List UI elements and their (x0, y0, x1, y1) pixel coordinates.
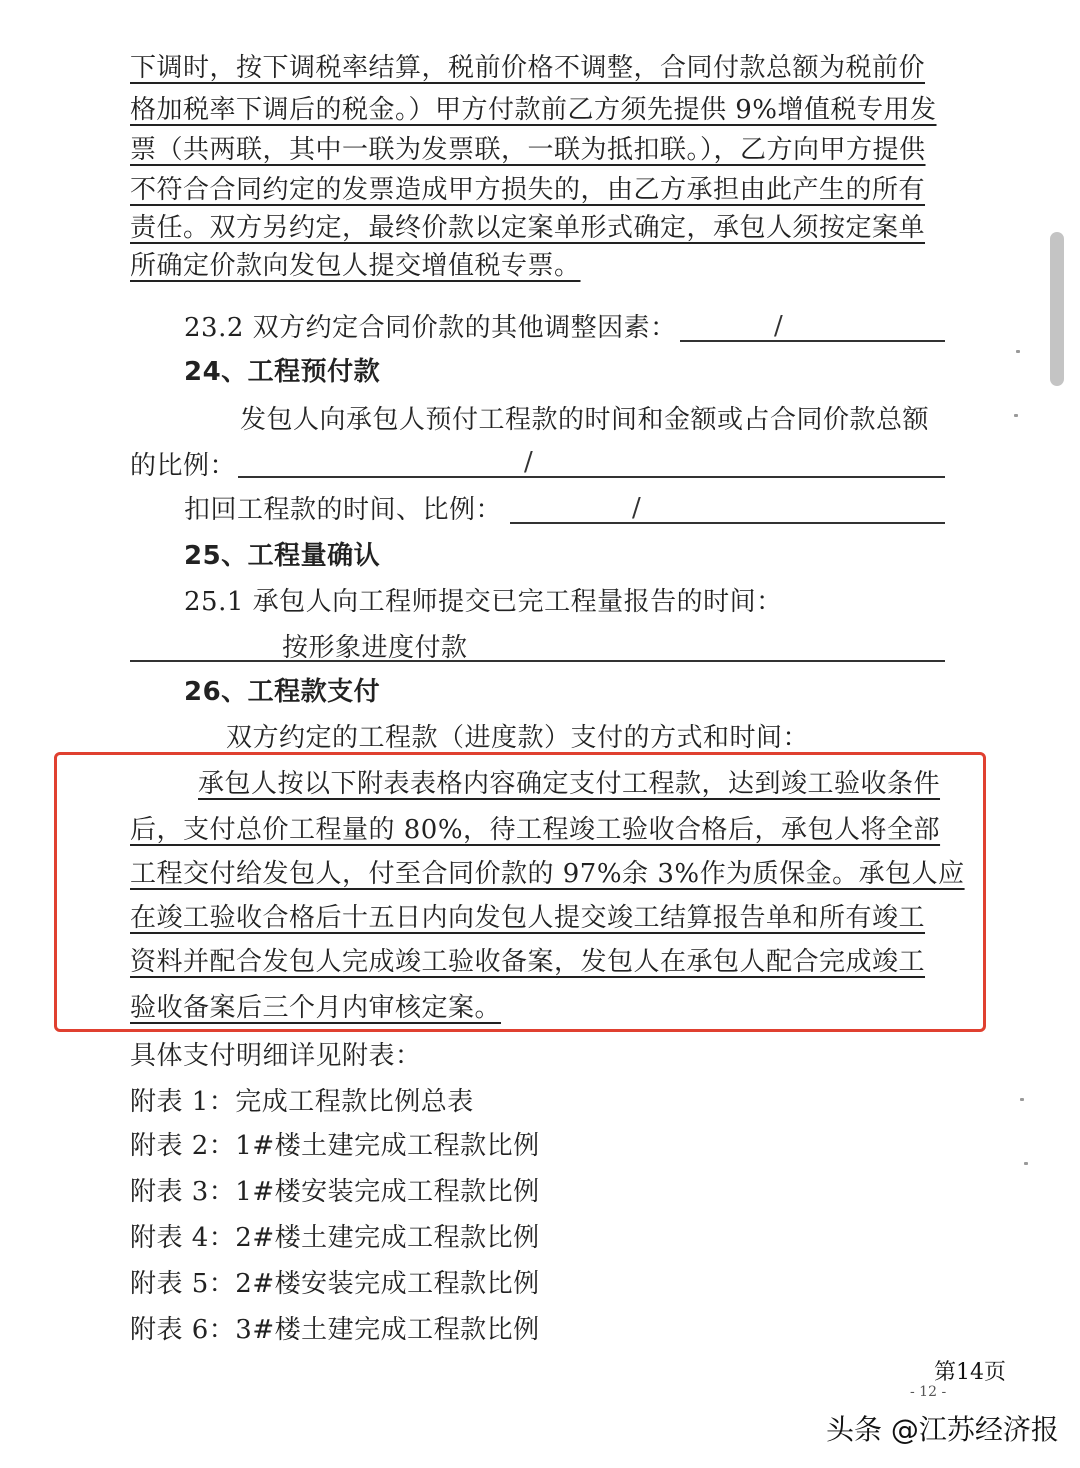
scan-speck (1016, 350, 1020, 353)
contract-text-line: 不符合合同约定的发票造成甲方损失的，由乙方承担由此产生的所有 (130, 175, 926, 205)
highlight-line: 承包人按以下附表表格内容确定支付工程款，达到竣工验收条件 (198, 769, 941, 799)
section-24-ratio-label: 的比例： (130, 451, 237, 481)
attachment-item: 附表 2：1#楼土建完成工程款比例 (130, 1131, 540, 1161)
scan-speck (1014, 414, 1018, 417)
attachment-item: 附表 6：3#楼土建完成工程款比例 (130, 1315, 540, 1345)
contract-text-line: 格加税率下调后的税金。）甲方付款前乙方须先提供 9%增值税专用发 (130, 95, 937, 125)
scan-speck (1020, 1098, 1024, 1101)
section-24-heading: 24、工程预付款 (184, 357, 381, 387)
contract-text-line: 下调时，按下调税率结算，税前价格不调整，合同付款总额为税前价 (130, 53, 926, 83)
clause-23-2-value: / (774, 311, 783, 341)
contract-text-line: 责任。双方另约定，最终价款以定案单形式确定，承包人须按定案单 (130, 213, 926, 243)
printed-page-number: - 12 - (910, 1384, 947, 1400)
section-24-ratio-value: / (524, 447, 533, 477)
contract-text-line: 所确定价款向发包人提交增值税专票。 (130, 251, 581, 281)
scan-speck (1024, 1162, 1028, 1165)
section-25-heading: 25、工程量确认 (184, 541, 381, 571)
section-25-answer: 按形象进度付款 (282, 633, 468, 663)
attachment-item: 附表 3：1#楼安装完成工程款比例 (130, 1177, 540, 1207)
attachment-item: 附表 1：完成工程款比例总表 (130, 1087, 474, 1117)
source-watermark: 头条 @江苏经济报 (826, 1413, 1059, 1446)
highlight-line: 验收备案后三个月内审核定案。 (130, 993, 502, 1023)
blank-line (680, 340, 945, 342)
attachment-item: 附表 4：2#楼土建完成工程款比例 (130, 1223, 540, 1253)
attachments-intro: 具体支付明细详见附表： (130, 1041, 422, 1071)
highlight-line: 在竣工验收合格后十五日内向发包人提交竣工结算报告单和所有竣工 (130, 903, 926, 933)
blank-line (238, 476, 945, 478)
section-26-intro: 双方约定的工程款（进度款）支付的方式和时间： (226, 723, 810, 753)
section-24-deduct-value: / (632, 493, 641, 523)
section-26-heading: 26、工程款支付 (184, 677, 381, 707)
section-25-text: 25.1 承包人向工程师提交已完工程量报告的时间： (184, 587, 783, 617)
section-24-deduct-label: 扣回工程款的时间、比例： (184, 495, 503, 525)
blank-line (130, 660, 945, 662)
attachment-item: 附表 5：2#楼安装完成工程款比例 (130, 1269, 540, 1299)
section-24-text: 发包人向承包人预付工程款的时间和金额或占合同价款总额 (240, 405, 930, 435)
highlight-line: 后，支付总价工程量的 80%，待工程竣工验收合格后，承包人将全部 (130, 815, 941, 845)
page-number: 第14页 (934, 1360, 1006, 1385)
highlight-line: 资料并配合发包人完成竣工验收备案，发包人在承包人配合完成竣工 (130, 947, 926, 977)
contract-text-line: 票（共两联，其中一联为发票联，一联为抵扣联。），乙方向甲方提供 (130, 135, 926, 165)
blank-line (510, 522, 945, 524)
highlight-line: 工程交付给发包人，付至合同价款的 97%余 3%作为质保金。承包人应 (130, 859, 965, 889)
scrollbar-thumb[interactable] (1050, 232, 1064, 386)
clause-23-2-label: 23.2 双方约定合同价款的其他调整因素： (184, 313, 677, 343)
